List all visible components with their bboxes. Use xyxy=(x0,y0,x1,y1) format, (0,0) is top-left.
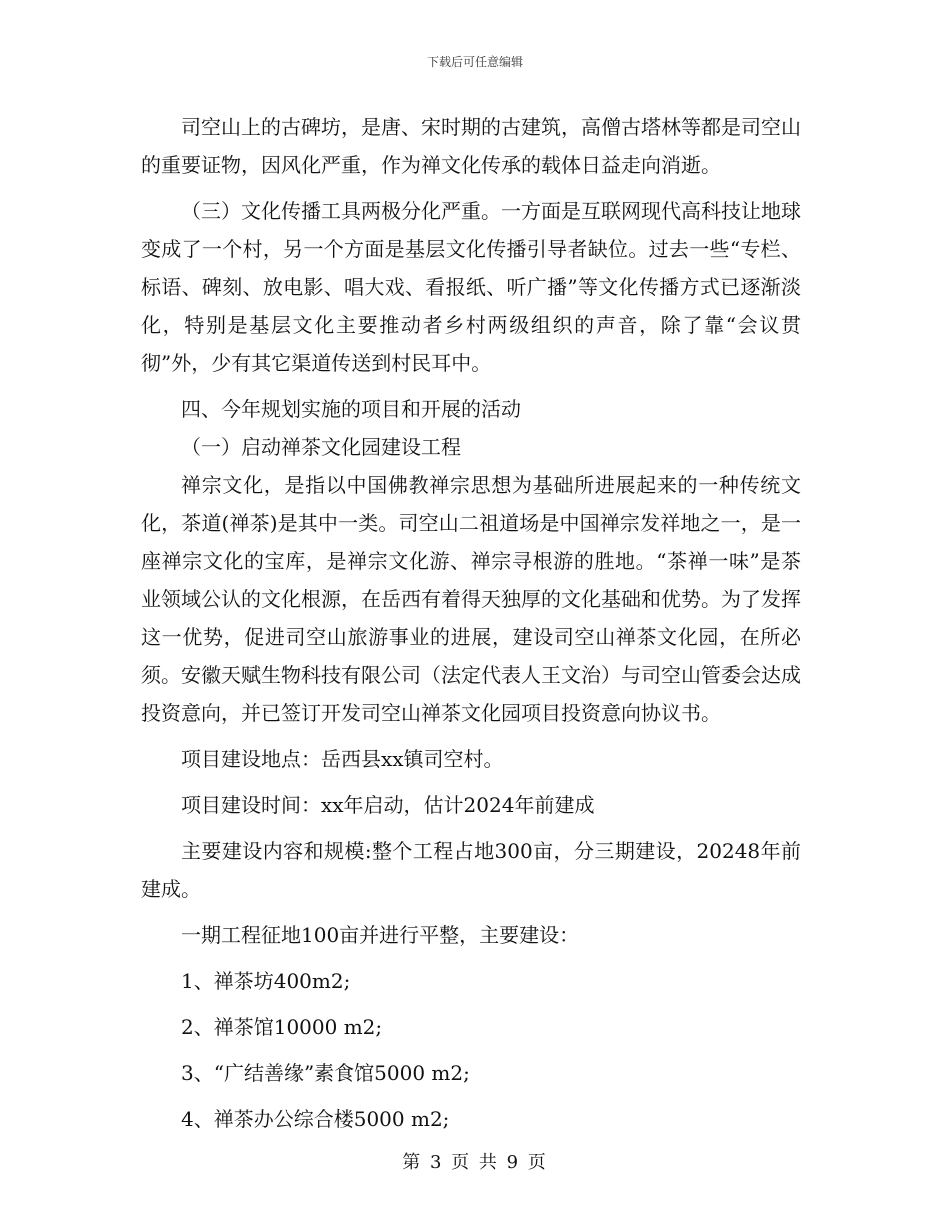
project-location: 项目建设地点：岳西县xx镇司空村。 xyxy=(181,747,504,771)
list-item-office-building: 4、禅茶办公综合楼5000 m2; xyxy=(181,1107,450,1131)
section-heading-projects: 四、今年规划实施的项目和开展的活动 xyxy=(181,397,521,421)
paragraph-ancient-relics: 司空山上的古碑坊，是唐、宋时期的古建筑，高僧古塔林等都是司空山的重要证物，因风化严重，作为禅文化传承的载体日益走向消逝。 xyxy=(141,115,801,177)
paragraph-media-polarization: （三）文化传播工具两极分化严重。一方面是互联网现代高科技让地球变成了一个村，另一个方面是基层文化传播引导者缺位。过去一些“专栏、标语、碑刻、放电影、唱大戏、看报纸、听广播”等文化传播方式已逐渐淡化，特别是基层文化主要推动者乡村两级组织的声音，除了靠“会议贯彻”外，少有其它渠道传送到村民耳中。 xyxy=(141,199,801,375)
phase-one-intro: 一期工程征地100亩并进行平整，主要建设： xyxy=(181,923,580,947)
list-item-tea-house: 2、禅茶馆10000 m2; xyxy=(181,1015,383,1039)
page-header: 下载后可任意编辑 xyxy=(426,55,523,69)
list-item-vegetarian-hall: 3、“广结善缘”素食馆5000 m2; xyxy=(181,1061,470,1085)
project-schedule: 项目建设时间：xx年启动，估计2024年前建成 xyxy=(181,793,595,817)
page-number: 第 3 页 共 9 页 xyxy=(402,1152,548,1173)
body-text xyxy=(141,108,801,1146)
list-item-tea-workshop: 1、禅茶坊400m2; xyxy=(181,969,351,993)
project-scale: 主要建设内容和规模:整个工程占地300亩，分三期建设，20248年前建成。 xyxy=(141,839,801,901)
subsection-heading-tea-park: （一）启动禅茶文化园建设工程 xyxy=(181,435,461,459)
paragraph-zen-culture: 禅宗文化，是指以中国佛教禅宗思想为基础所进展起来的一种传统文化，茶道(禅茶)是其中一类。司空山二祖道场是中国禅宗发祥地之一，是一座禅宗文化的宝库，是禅宗文化游、禅宗寻根游的胜地。“茶禅一味”是茶业领域公认的文化根源，在岳西有着得天独厚的文化基础和优势。为了发挥这一优势，促进司空山旅游事业的进展，建设司空山禅茶文化园，在所必须。安徽天赋生物科技有限公司（法定代表人王文治）与司空山管委会达成投资意向，并已签订开发司空山禅茶文化园项目投资意向协议书。 xyxy=(141,473,801,725)
